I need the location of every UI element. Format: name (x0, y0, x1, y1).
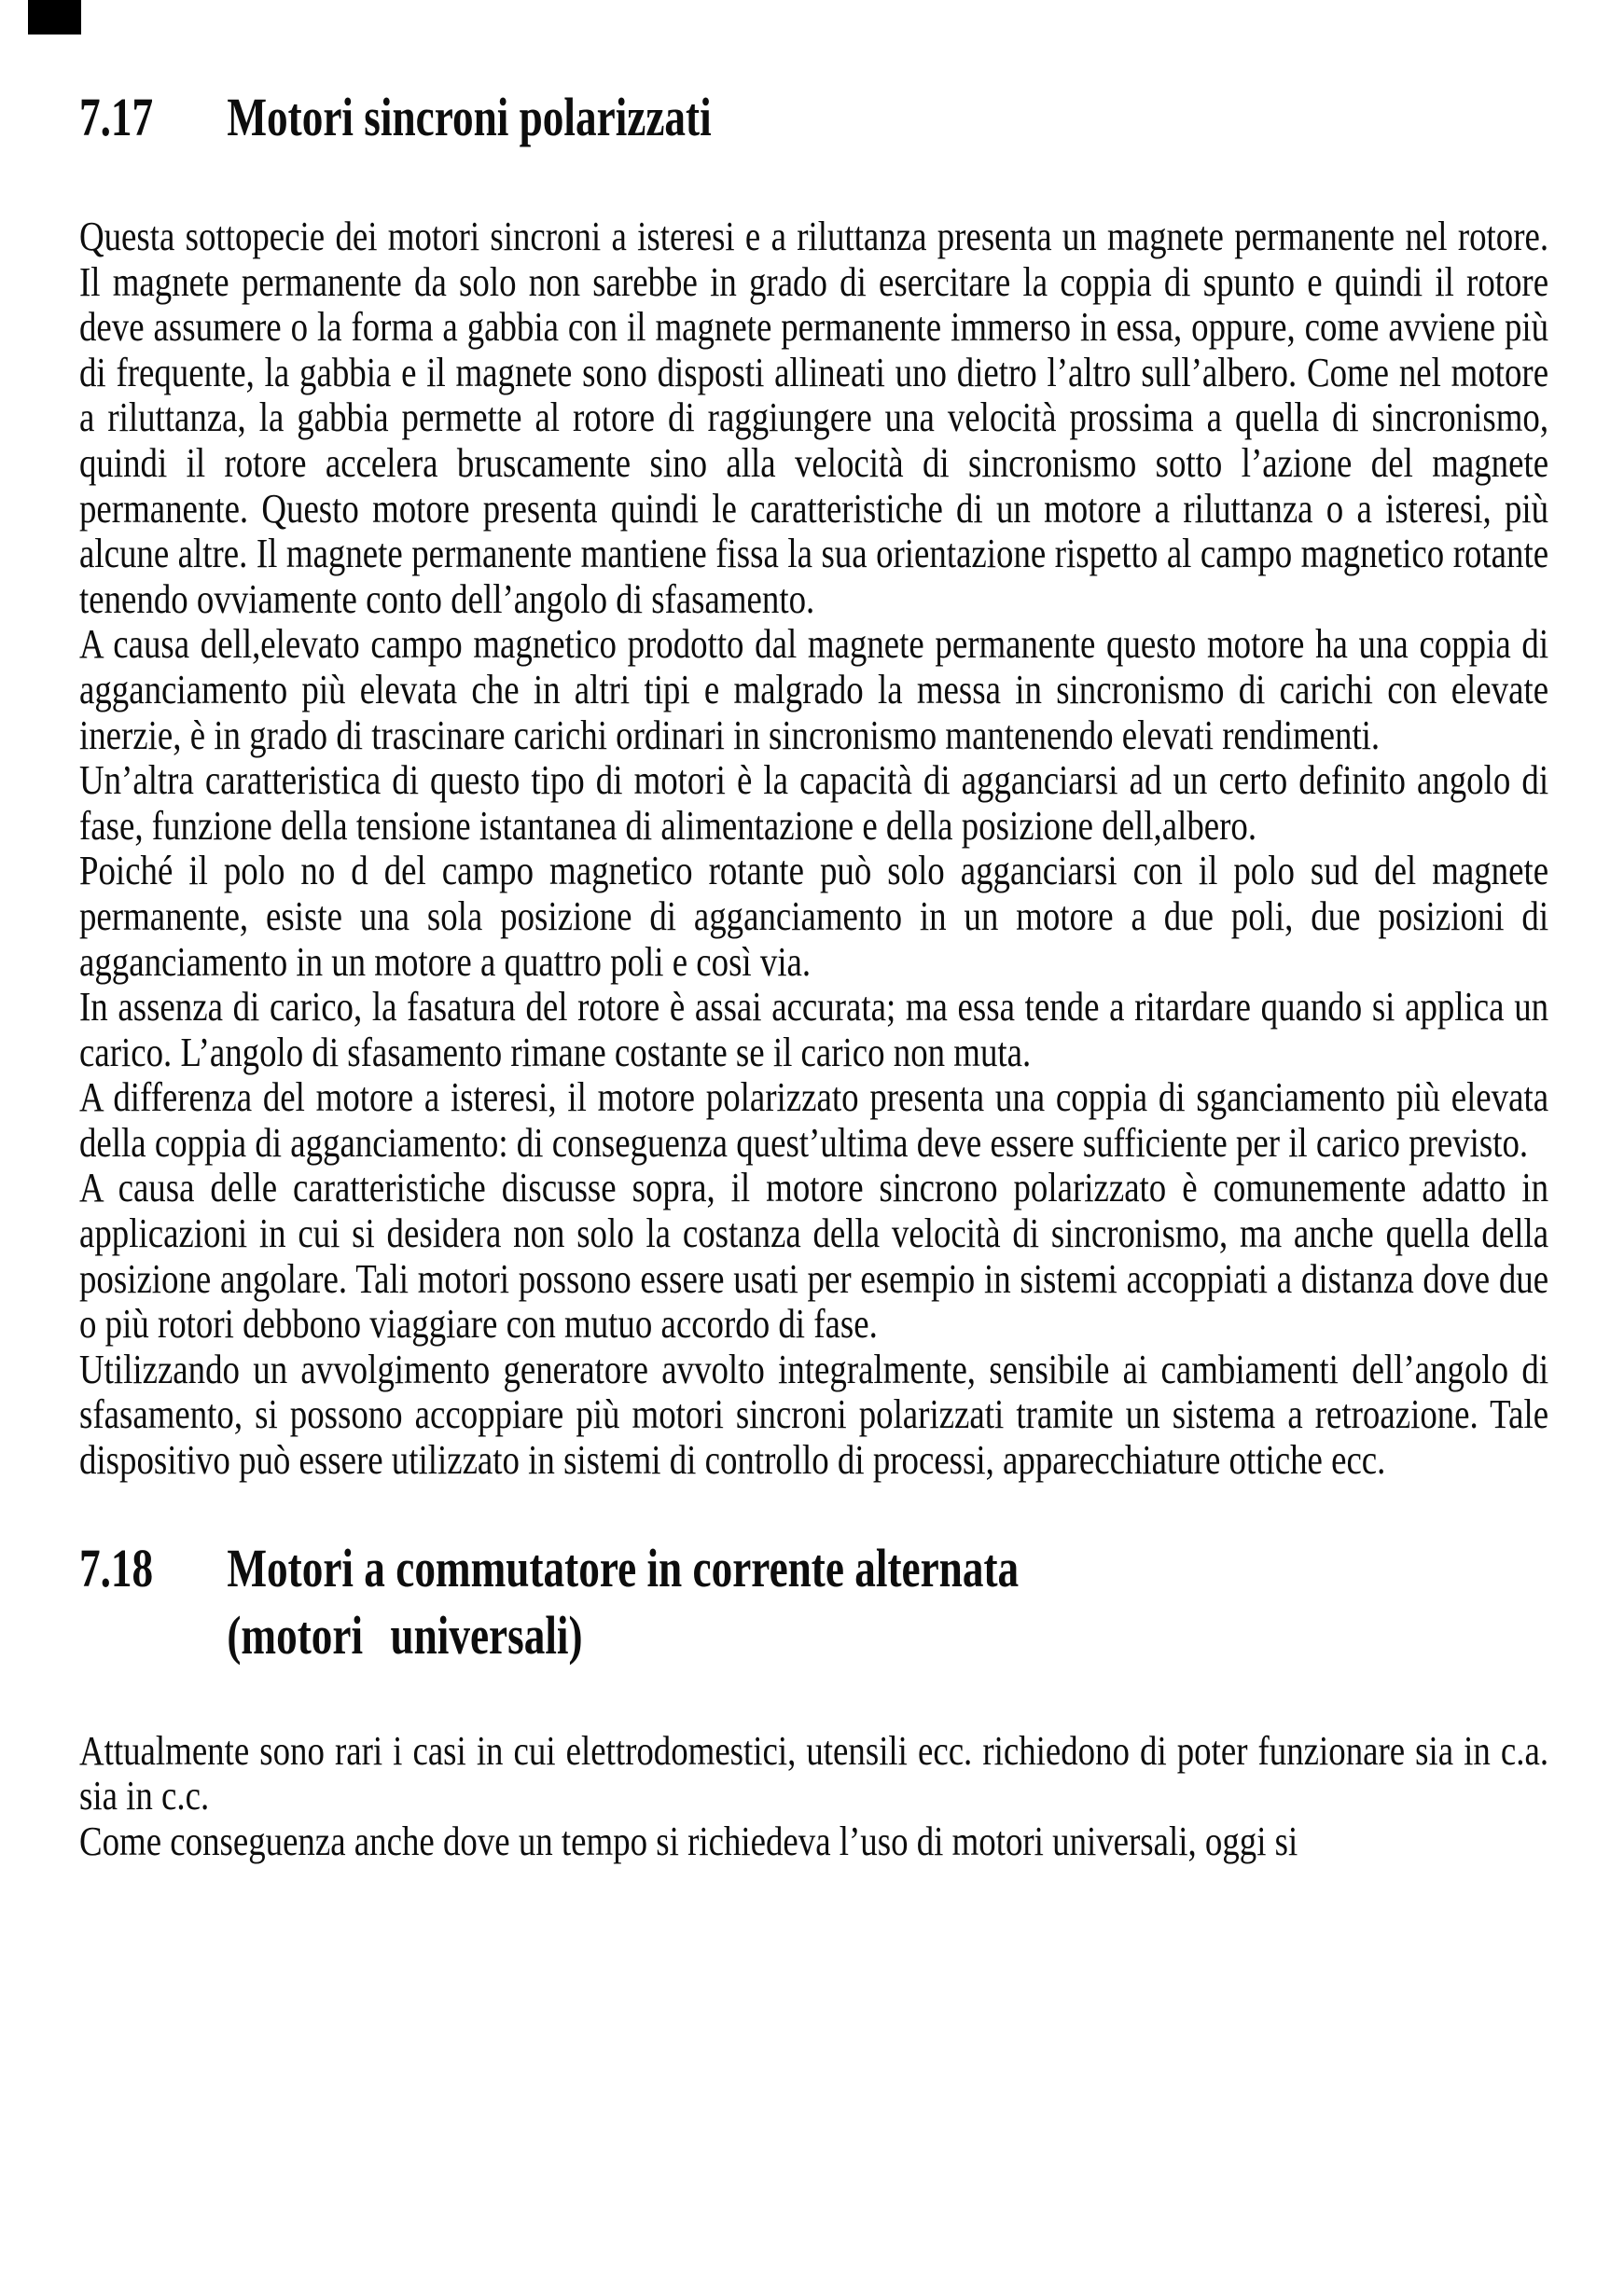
paragraph: Attualmente sono rari i casi in cui elettrodomestici, utensili ecc. richiedono di poter funzionare sia in c.a. sia in c.c. (79, 1727, 1549, 1819)
paragraph: Poiché il polo no d del campo magnetico rotante può solo agganciarsi con il polo sud del magnete permanente, esiste una sola posizione di agganciamento in un motore a due poli, due posizioni di agganciamento in un motore a quattro poli e così via. (79, 848, 1549, 985)
paragraph: A causa dell,elevato campo magnetico prodotto dal magnete permanente questo motore ha una coppia di agganciamento più elevata che in altri tipi e malgrado la messa in sincronismo di carichi con elevate inerzie, è in grado di trascinare carichi ordinari in sincronismo mantenendo elevati rendimenti. (79, 621, 1549, 758)
paragraph: Utilizzando un avvolgimento generatore avvolto integralmente, sensibile ai cambiamenti dell’angolo di sfasamento, si possono accoppiare più motori sincroni polarizzati tramite un sistema a retroazione. Tale dispositivo può essere utilizzato in sistemi di controllo di processi, apparecchiature ottiche ecc. (79, 1346, 1549, 1484)
section-body (79, 214, 1548, 1484)
section-heading-7-17 (79, 88, 1607, 147)
section-heading-7-18 (79, 1535, 1607, 1669)
section-number: 7.18 (79, 1537, 154, 1598)
paragraph: Questa sottopecie dei motori sincroni a isteresi e a riluttanza presenta un magnete permanente nel rotore. Il magnete permanente da solo non sarebbe in grado di esercitare la coppia di spunto e quindi il rotore deve assumere o la forma a gabbia con il magnete permanente immerso in essa, oppure, come avviene più di frequente, la gabbia e il magnete sono disposti allineati uno dietro l’altro sull’albero. Come nel motore a riluttanza, la gabbia permette al rotore di raggiungere una velocità prossima a quella di sincronismo, quindi il rotore accelera bruscamente sino alla velocità di sincronismo sotto l’azione del magnete permanente. Questo motore presenta quindi le caratteristiche di un motore a riluttanza o a isteresi, più alcune altre. Il magnete permanente mantiene fissa la sua orientazione rispetto al campo magnetico rotante tenendo ovviamente conto dell’angolo di sfasamento. (79, 214, 1549, 622)
section-subtitle: (motori universali) (227, 1604, 583, 1666)
scan-artifact (28, 0, 81, 35)
section-title: Motori sincroni polarizzati (227, 87, 712, 147)
paragraph: Un’altra caratteristica di questo tipo di motori è la capacità di agganciarsi ad un certo definito angolo di fase, funzione della tensione istantanea di alimentazione e della posizione dell,albero. (79, 757, 1549, 849)
paragraph: In assenza di carico, la fasatura del rotore è assai accurata; ma essa tende a ritardare quando si applica un carico. L’angolo di sfasamento rimane costante se il carico non muta. (79, 984, 1549, 1075)
section-number: 7.17 (79, 87, 154, 147)
section-body (79, 1729, 1548, 1865)
paragraph: A causa delle caratteristiche discusse sopra, il motore sincrono polarizzato è comunemente adatto in applicazioni in cui si desidera non solo la costanza della velocità di sincronismo, ma anche quella della posizione angolare. Tali motori possono essere usati per esempio in sistemi accoppiati a distanza dove due o più rotori debbono viaggiare con mutuo accordo di fase. (79, 1165, 1549, 1348)
section-7-18 (79, 1535, 1624, 1865)
section-7-17 (79, 88, 1624, 1484)
paragraph: A differenza del motore a isteresi, il motore polarizzato presenta una coppia di sganciamento più elevata della coppia di agganciamento: di conseguenza quest’ultima deve essere sufficiente per il carico previsto. (79, 1074, 1549, 1166)
paragraph: Come conseguenza anche dove un tempo si richiedeva l’uso di motori universali, oggi si (79, 1818, 1298, 1864)
section-title: Motori a commutatore in corrente alternata (227, 1537, 1020, 1598)
